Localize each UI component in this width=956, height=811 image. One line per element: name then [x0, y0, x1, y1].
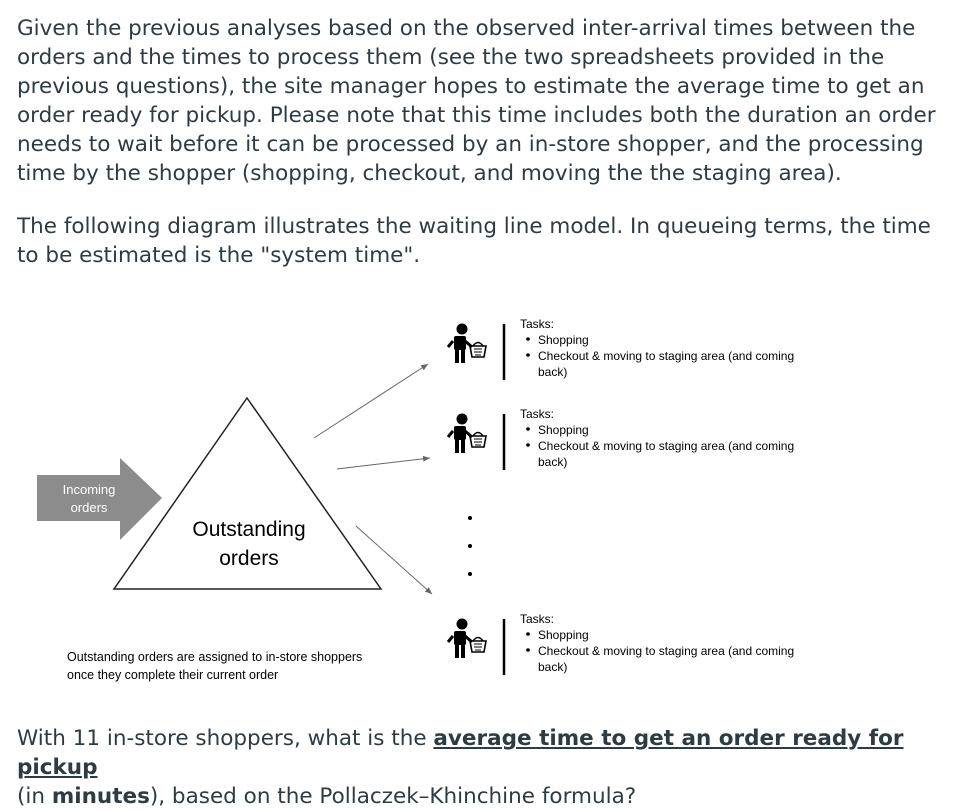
dispatch-arrow-1 [314, 364, 428, 438]
task-shopping: Shopping [538, 333, 589, 347]
emphasis-underlined: average time to get an order ready for pickup [17, 726, 904, 780]
tasks-title: Tasks: [520, 317, 555, 331]
incoming-label-line2: orders [70, 500, 108, 515]
tasks-title: Tasks: [520, 407, 555, 421]
task-checkout: Checkout & moving to staging area (and coming [538, 644, 795, 658]
dispatch-arrow-2 [337, 458, 430, 469]
task-checkout-cont: back) [538, 365, 568, 379]
task-checkout: Checkout & moving to staging area (and coming [538, 349, 795, 363]
queue-label-line2: orders [219, 547, 279, 570]
incoming-orders-arrow [37, 458, 162, 540]
ellipsis-dot [468, 572, 472, 576]
unit-emphasis: minutes [51, 784, 150, 809]
question-text: With 11 in-store shoppers, what is the average time to get an order ready for pickup (in minutes), based on the Pollaczek–Khinchine formula? [17, 726, 904, 809]
task-shopping: Shopping [538, 628, 589, 642]
shopper-icon [448, 324, 486, 364]
ellipsis-dot [468, 516, 472, 520]
task-checkout: Checkout & moving to staging area (and coming [538, 439, 795, 453]
assignment-note-line2: once they complete their current order [67, 668, 279, 682]
intro-paragraph-2: The following diagram illustrates the waiting line model. In queueing terms, the time to be estimated is the "system time". [17, 214, 931, 268]
task-shopping: Shopping [538, 423, 589, 437]
incoming-label-line1: Incoming [62, 482, 116, 497]
queue-label-line1: Outstanding [192, 518, 306, 541]
ellipsis-dot [468, 544, 472, 548]
task-checkout-cont: back) [538, 455, 568, 469]
shopper-icon [448, 414, 486, 454]
tasks-title: Tasks: [520, 612, 555, 626]
assignment-note-line1: Outstanding orders are assigned to in-store shoppers [67, 650, 363, 664]
intro-paragraph-1: Given the previous analyses based on the observed inter-arrival times between the orders and the times to process them (see the two spreadsheets provided in the previous questions), the site manager hopes to estimate the average time to get an order ready for pickup. Please note that this time includes both the duration an order needs to wait before it can be processed by an in-store shopper, and the processing time by the shopper (shopping, checkout, and moving the the staging area). [17, 16, 936, 186]
shopper-icon [448, 619, 486, 659]
task-checkout-cont: back) [538, 660, 568, 674]
